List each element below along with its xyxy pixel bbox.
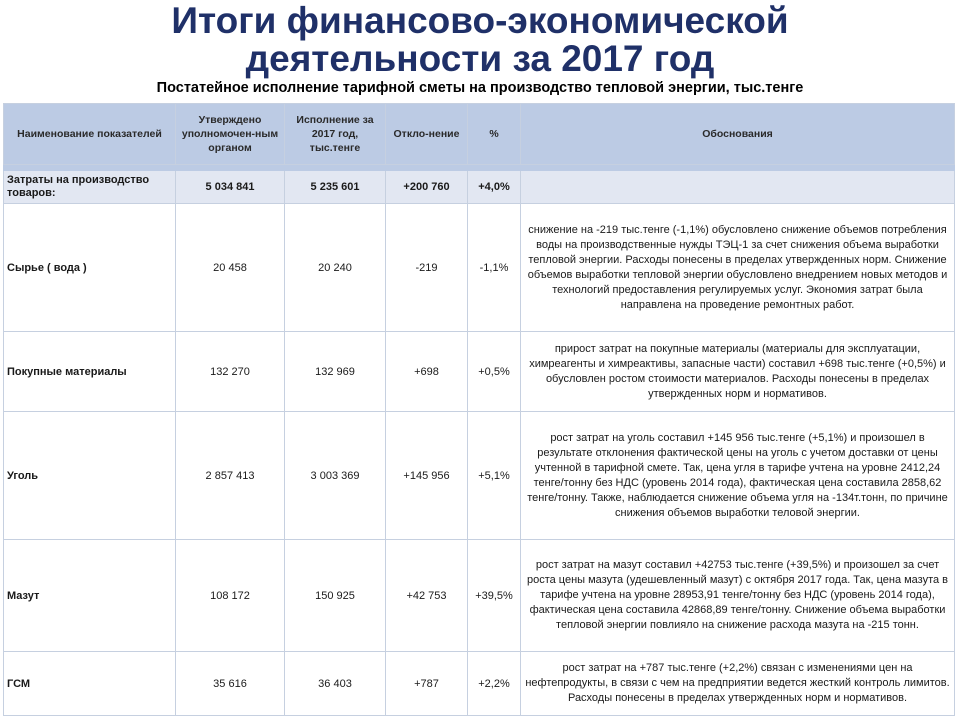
header-approved: Утверждено уполномочен-ным органом [176,104,285,165]
cell-justification: прирост затрат на покупные материалы (материалы для эксплуатации, химреагенты и химреактивы, запасные части) составил +698 тыс.тенге (+0,5%) и обусловлен ростом стоимости материалов. Расходы понесены в пределах утвержденных норм и нормативов. [521,332,955,412]
cell-percent: +39,5% [468,540,521,652]
cell-actual: 5 235 601 [285,171,386,204]
header-percent: % [468,104,521,165]
cell-name: Покупные материалы [4,332,176,412]
cell-deviation: -219 [386,204,468,332]
cell-approved: 20 458 [176,204,285,332]
cell-justification: снижение на -219 тыс.тенге (-1,1%) обусловлено снижение объемов потребления воды на производственные нужды ТЭЦ-1 за счет снижения объема выработки тепловой энергии. Расходы понесены в пределах утвержденных норм. Снижение объемов выработки тепловой энергии обусловлено внедрением новых методов и технологий предоставления регулируемых услуг. Экономия затрат была направлена на проведение ремонтных работ. [521,204,955,332]
cell-justification [521,171,955,204]
cell-approved: 35 616 [176,652,285,716]
slide-title-line1: Итоги финансово-экономической [171,0,789,41]
cell-deviation: +200 760 [386,171,468,204]
cell-actual: 20 240 [285,204,386,332]
cell-actual: 150 925 [285,540,386,652]
cell-deviation: +42 753 [386,540,468,652]
header-deviation: Откло-нение [386,104,468,165]
cell-name: Уголь [4,412,176,540]
table-row [4,204,955,332]
cell-name: Мазут [4,540,176,652]
table-row [4,540,955,652]
table-row [4,652,955,716]
slide-subtitle: Постатейное исполнение тарифной сметы на производство тепловой энергии, тыс.тенге [156,80,804,96]
cell-justification: рост затрат на +787 тыс.тенге (+2,2%) связан с изменениями цен на нефтепродукты, в связи с чем на предприятии ведется жесткий контроль лимитов. Расходы понесены в пределах утвержденных норм и нормативов. [521,652,955,716]
cell-deviation: +698 [386,332,468,412]
table-row [4,412,955,540]
cell-percent: +0,5% [468,332,521,412]
table-row [4,332,955,412]
cell-deviation: +145 956 [386,412,468,540]
cell-actual: 3 003 369 [285,412,386,540]
table-header-row [4,104,955,165]
cell-actual: 36 403 [285,652,386,716]
cell-name: ГСМ [4,652,176,716]
cell-percent: -1,1% [468,204,521,332]
cell-percent: +2,2% [468,652,521,716]
cell-actual: 132 969 [285,332,386,412]
cell-justification: рост затрат на мазут составил +42753 тыс.тенге (+39,5%) и произошел за счет роста цены мазута (удешевленный мазут) с октября 2017 года. Так, цена мазута в тарифе учтена на уровне 28953,91 тенге/тонну без НДС (уровень 2014 года), фактическая цена составила 42868,89 тенге/тонну. Снижение объема выработки тепловой энергии повлияло на снижение расхода мазута на -215 тонн. [521,540,955,652]
header-name: Наименование показателей [4,104,176,165]
slide-title-line2: деятельности за 2017 год [245,38,715,79]
cell-deviation: +787 [386,652,468,716]
table-row-total [4,171,955,204]
cell-approved: 108 172 [176,540,285,652]
cell-approved: 5 034 841 [176,171,285,204]
cell-justification: рост затрат на уголь составил +145 956 тыс.тенге (+5,1%) и произошел в результате отклонения фактической цены на уголь с учетом доставки от цены учтенной в тарифной смете. Так, цена угля в тарифе учтена на уровне 2412,24 тенге/тонну без НДС (уровень 2014 года), фактическая цена составила 2858,62 тенге/тонну. Также, наблюдается снижение объема угля на -134т.тонн, по причине снижения объемов выработки теловой энергии. [521,412,955,540]
slide-title [0,2,960,78]
cell-name: Сырье ( вода ) [4,204,176,332]
cell-approved: 132 270 [176,332,285,412]
budget-execution-table [3,103,955,716]
cell-percent: +5,1% [468,412,521,540]
header-justification: Обоснования [521,104,955,165]
cell-name: Затраты на производство товаров: [4,171,176,204]
cell-percent: +4,0% [468,171,521,204]
header-actual: Исполнение за 2017 год, тыс.тенге [285,104,386,165]
cell-approved: 2 857 413 [176,412,285,540]
